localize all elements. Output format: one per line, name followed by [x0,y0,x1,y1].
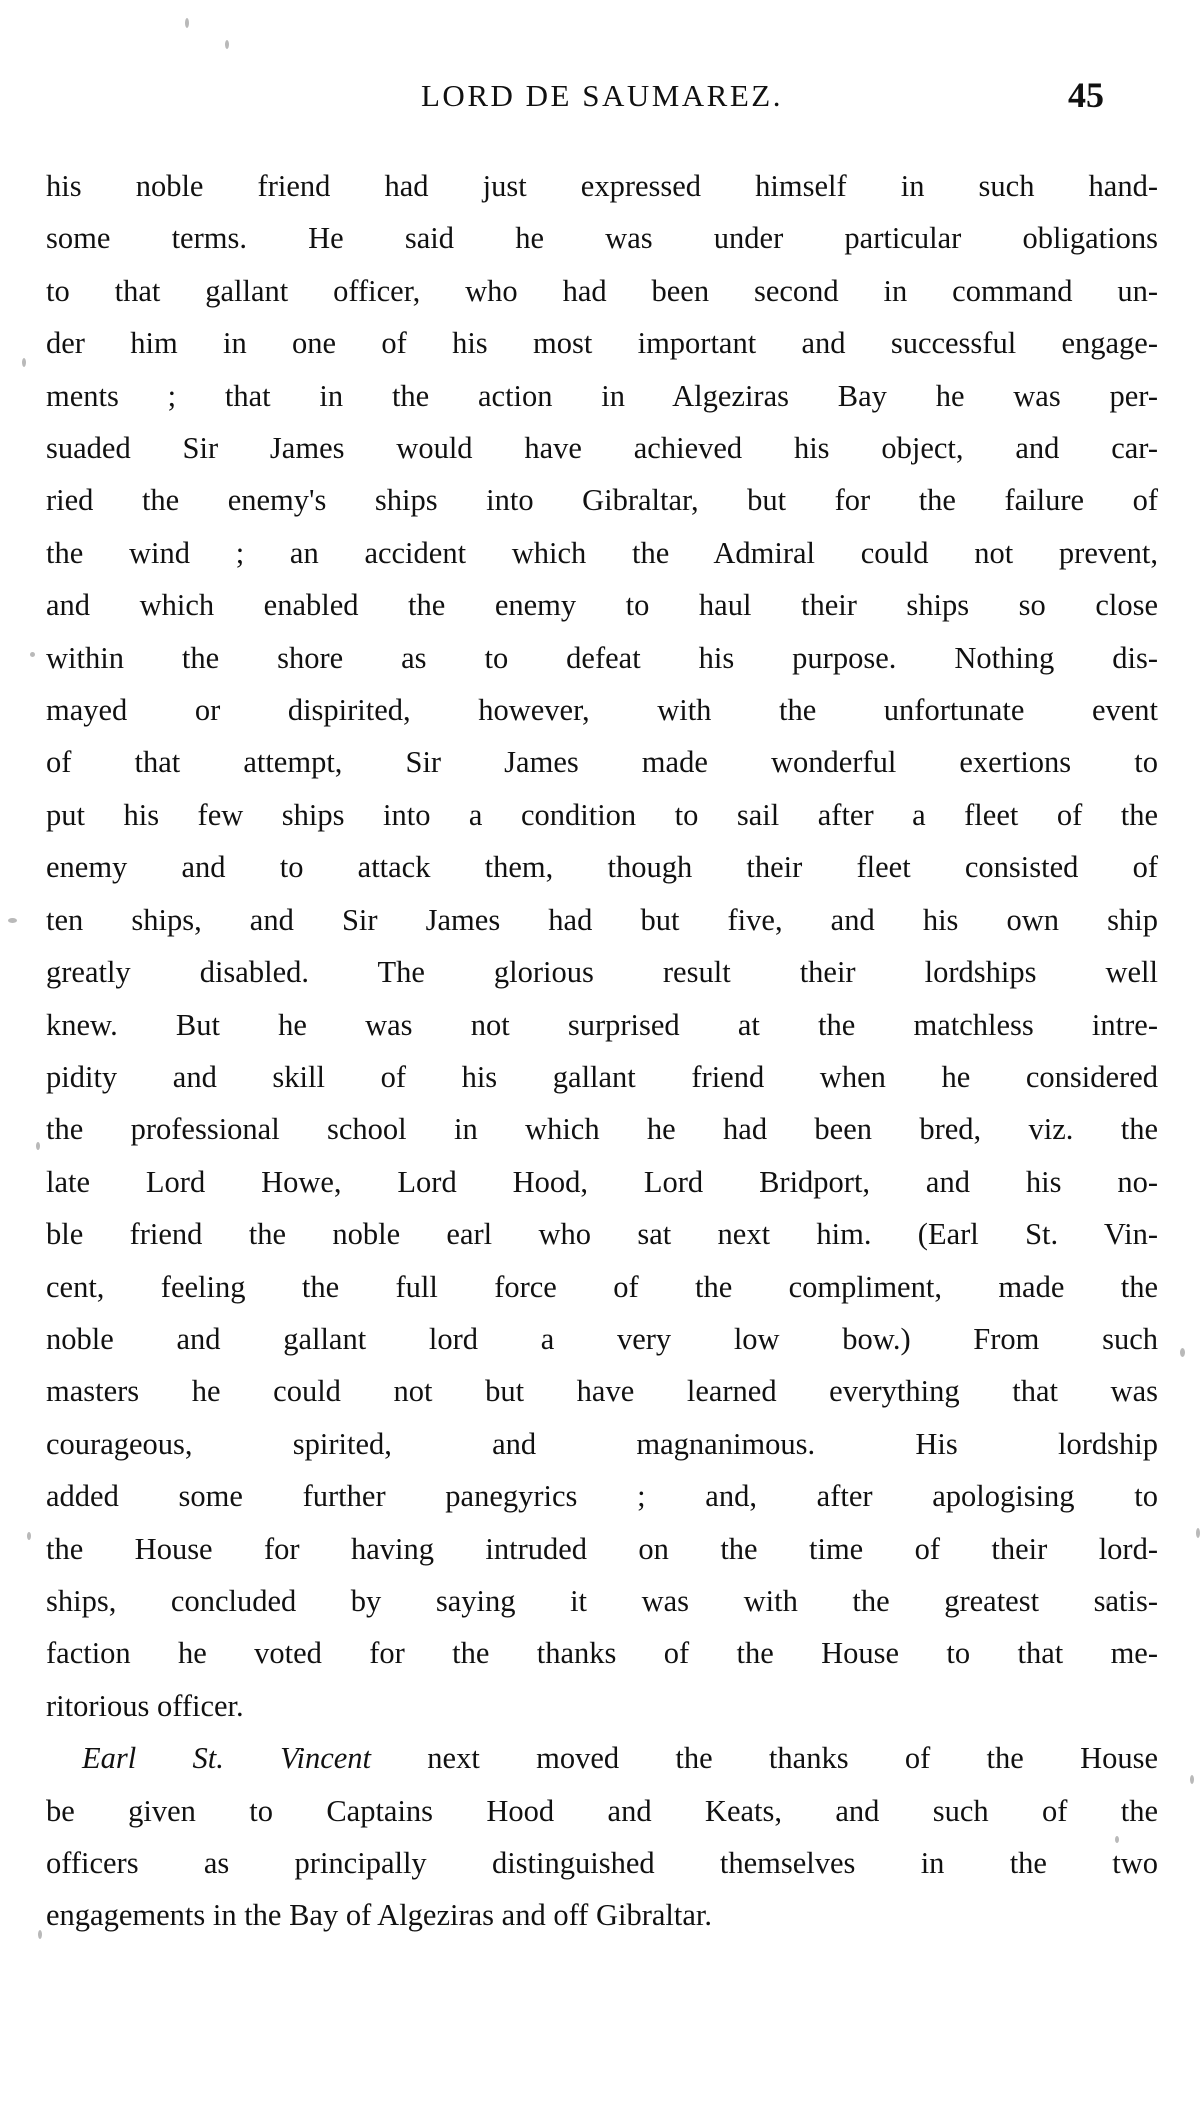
text-line: put his few ships into a condition to sail after a fleet of the [46,797,1158,832]
text-line: his noble friend had just expressed himself in such hand- [46,169,1158,203]
text-line: within the shore as to defeat his purpose. Nothing dis- [46,640,1158,675]
text-line-rest: next moved the thanks of the House [371,1741,1159,1776]
page-speckle [225,40,229,49]
text-line: enemy and to attack them, though their fleet consisted of [46,850,1158,885]
paragraph-one [46,160,1158,1732]
page-speckle [27,1532,31,1540]
paragraph-two [46,1732,1158,1942]
text-line: to that gallant officer, who had been second in command un- [46,273,1158,308]
text-line: faction he voted for the thanks of the House to that me- [46,1636,1158,1671]
text-line: some terms. He said he was under particular obligations [46,221,1158,256]
page-speckle [36,1142,40,1150]
page-speckle [30,652,35,657]
text-line: be given to Captains Hood and Keats, and such of the [46,1793,1158,1828]
text-line: pidity and skill of his gallant friend when he considered [46,1059,1158,1094]
text-line: added some further panegyrics ; and, after apologising to [46,1479,1158,1514]
text-line: knew. But he was not surprised at the matchless intre- [46,1007,1158,1042]
page-speckle [38,1930,42,1939]
text-line: engagements in the Bay of Algeziras and off Gibraltar. [46,1898,712,1933]
text-line [46,1732,1158,1784]
page-speckle [185,18,189,28]
page-speckle [1190,1775,1194,1784]
text-line: ried the enemy's ships into Gibraltar, but for the failure of [46,483,1158,518]
page-header [0,75,1204,128]
page-number: 45 [1068,75,1104,115]
page-body [46,160,1158,1942]
text-line: der him in one of his most important and successful engage- [46,326,1158,361]
text-line: cent, feeling the full force of the compliment, made the [46,1269,1158,1304]
page-speckle [1196,1528,1200,1538]
text-line: late Lord Howe, Lord Hood, Lord Bridport, and his no- [46,1164,1158,1199]
text-line: officers as principally distinguished themselves in the two [46,1846,1158,1880]
page-speckle [8,918,17,923]
text-line: ships, concluded by saying it was with the greatest satis- [46,1583,1158,1618]
text-line: the House for having intruded on the time of their lord- [46,1531,1158,1566]
page-speckle [22,358,26,367]
text-line: ritorious officer. [46,1688,244,1723]
text-line: masters he could not but have learned everything that was [46,1374,1158,1409]
text-line: suaded Sir James would have achieved his object, and car- [46,431,1158,466]
text-line: ble friend the noble earl who sat next him. (Earl St. Vin- [46,1217,1158,1252]
text-line: ments ; that in the action in Algeziras Bay he was per- [46,378,1158,413]
text-line: the professional school in which he had been bred, viz. the [46,1112,1158,1147]
text-line: courageous, spirited, and magnanimous. His lordship [46,1426,1158,1461]
text-line: greatly disabled. The glorious result their lordships well [46,955,1158,990]
text-line: mayed or dispirited, however, with the unfortunate event [46,693,1158,728]
speaker-name: Earl St. Vincent [82,1741,372,1776]
text-line: the wind ; an accident which the Admiral could not prevent, [46,535,1158,570]
text-line: ten ships, and Sir James had but five, and his own ship [46,902,1158,937]
page-title: LORD DE SAUMAREZ. [421,78,783,113]
page-speckle [1180,1348,1185,1357]
text-line: and which enabled the enemy to haul their ships so close [46,588,1158,623]
text-line: of that attempt, Sir James made wonderful exertions to [46,745,1158,780]
text-line: noble and gallant lord a very low bow.) From such [46,1321,1158,1356]
